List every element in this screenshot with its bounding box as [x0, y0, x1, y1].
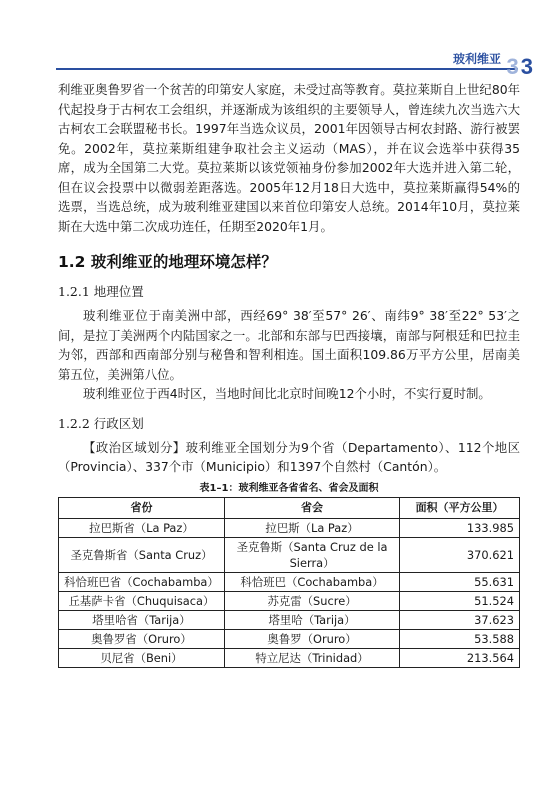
header-area: 面积（平方公里） — [400, 497, 520, 518]
table-row — [59, 648, 520, 667]
cell-department: 贝尼省（Beni） — [59, 648, 225, 667]
table-row — [59, 518, 520, 537]
departments-table — [58, 497, 520, 668]
cell-area: 53.588 — [400, 629, 520, 648]
table-header-row — [59, 497, 520, 518]
cell-area: 37.623 — [400, 610, 520, 629]
subsection-heading-1-2-2: 1.2.2 行政区划 — [58, 415, 144, 431]
cell-area: 55.631 — [400, 572, 520, 591]
page-number-value: 3 — [520, 54, 531, 79]
cell-area: 51.524 — [400, 591, 520, 610]
table-row — [59, 629, 520, 648]
cell-department: 圣克鲁斯省（Santa Cruz） — [59, 537, 225, 572]
header-capital: 省会 — [224, 497, 399, 518]
header-department: 省份 — [59, 497, 225, 518]
cell-capital: 拉巴斯（La Paz） — [224, 518, 399, 537]
cell-department: 丘基萨卡省（Chuquisaca） — [59, 591, 225, 610]
cell-department: 塔里哈省（Tarija） — [59, 610, 225, 629]
cell-capital: 科恰班巴（Cochabamba） — [224, 572, 399, 591]
page-body — [58, 80, 520, 668]
division-paragraph: 【政治区域划分】玻利维亚全国划分为9个省（Departamento）、112个地区（Provincia）、337个市（Municipio）和1397个自然村（Cantón）。 — [58, 439, 520, 474]
cell-area: 133.985 — [400, 518, 520, 537]
intro-paragraph: 利维亚奥鲁罗省一个贫苦的印第安人家庭，未受过高等教育。莫拉莱斯自上世纪80年代起投身于古柯农工会组织，并逐渐成为该组织的主要领导人，曾连续九次当选六大古柯农工会联盟秘书长。1997年当选众议员，2001年因领导古柯农封路、游行被罢免。2002年，莫拉莱斯组建争取社会主义运动（MAS），并在议会选举中获得35席，成为全国第二大党。莫拉莱斯以该党领袖身份参加2002年大选并进入第二轮，但在议会投票中以微弱差距落选。2005年12月18日大选中，莫拉莱斯赢得54%的选票，当选总统，成为玻利维亚建国以来首位印第安人总统。2014年10月，莫拉莱斯在大选中第二次成功连任，任期至2020年1月。 — [58, 82, 520, 234]
cell-capital: 塔里哈（Tarija） — [224, 610, 399, 629]
table-row — [59, 591, 520, 610]
table-row — [59, 537, 520, 572]
cell-capital: 奥鲁罗（Oruro） — [224, 629, 399, 648]
cell-capital: 特立尼达（Trinidad） — [224, 648, 399, 667]
cell-department: 拉巴斯省（La Paz） — [59, 518, 225, 537]
table-caption: 表1–1：玻利维亚各省省名、省会及面积 — [199, 482, 379, 494]
page-number — [507, 54, 532, 80]
section-heading-1-2: 1.2 玻利维亚的地理环境怎样？ — [58, 253, 277, 271]
header-rule — [56, 68, 518, 70]
page-number-shadow: 3 — [506, 54, 517, 79]
table-row — [59, 572, 520, 591]
location-paragraph: 玻利维亚位于南美洲中部，西经69° 38′至57° 26′、南纬9° 38′至22° 53′之间，是拉丁美洲两个内陆国家之一。北部和东部与巴西接壤，南部与阿根廷和巴拉圭为邻，西部和西南部分别与秘鲁和智利相连。国土面积109.86万平方公里，居南美第五位，美洲第八位。 — [58, 308, 520, 382]
timezone-paragraph: 玻利维亚位于西4时区，当地时间比北京时间晚12个小时，不实行夏时制。 — [83, 386, 491, 401]
cell-area: 213.564 — [400, 648, 520, 667]
cell-capital: 圣克鲁斯（Santa Cruz de la Sierra） — [224, 537, 399, 572]
table-row — [59, 610, 520, 629]
cell-department: 奥鲁罗省（Oruro） — [59, 629, 225, 648]
running-header: 玻利维亚 — [452, 52, 501, 66]
subsection-heading-1-2-1: 1.2.1 地理位置 — [58, 284, 144, 299]
cell-capital: 苏克雷（Sucre） — [224, 591, 399, 610]
cell-department: 科恰班巴省（Cochabamba） — [59, 572, 225, 591]
cell-area: 370.621 — [400, 537, 520, 572]
